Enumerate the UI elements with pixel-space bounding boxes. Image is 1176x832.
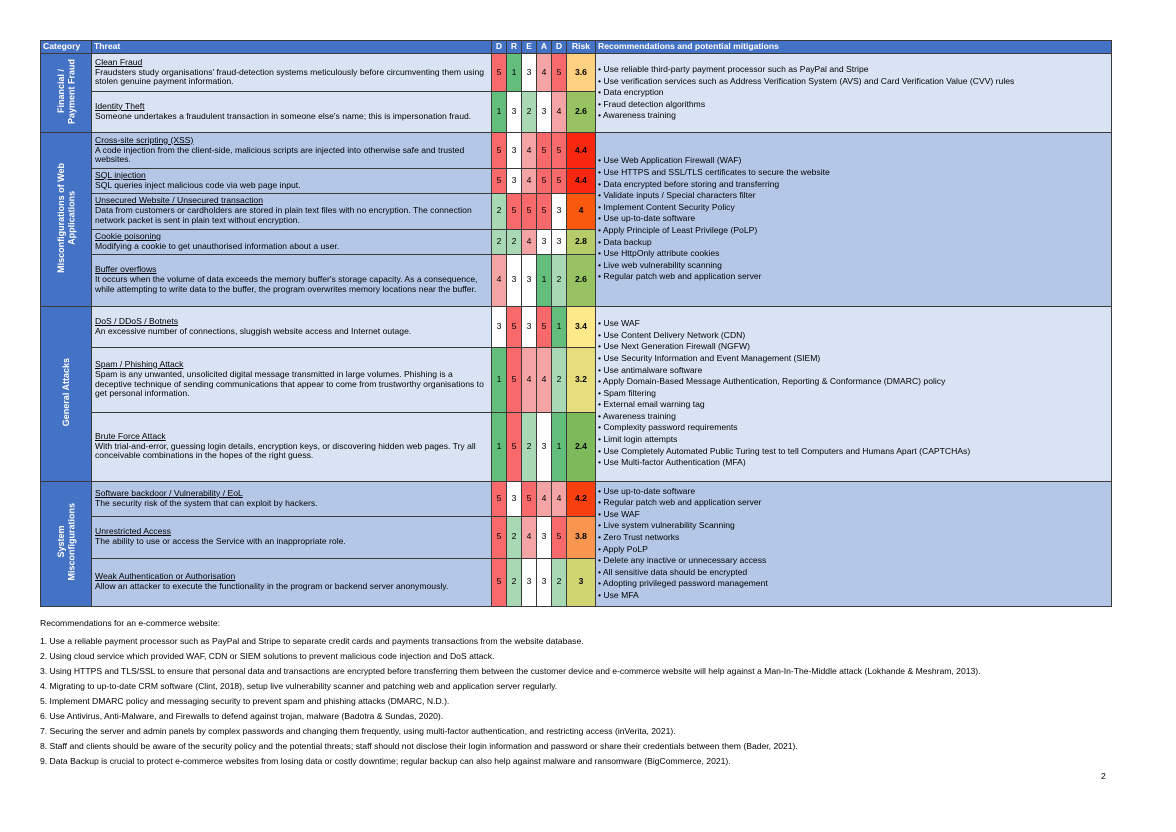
threat-cell <box>92 347 492 412</box>
score-discoverability: 2 <box>552 254 567 306</box>
score-reproducibility: 3 <box>507 133 522 169</box>
threat-description: Fraudsters study organisations' fraud-detection systems meticulously before circumventing them using stolen genuine payment information. <box>95 66 485 87</box>
score-discoverability: 2 <box>552 558 567 606</box>
recommendations-notes <box>40 618 1120 771</box>
score-exploitability: 3 <box>522 254 537 306</box>
score-damage: 5 <box>492 54 507 92</box>
recommendations-cell <box>596 481 1112 606</box>
score-affected-users: 3 <box>537 558 552 606</box>
header-damage: D <box>492 41 507 54</box>
header-reproducibility: R <box>507 41 522 54</box>
recommendation-item: • Data encryption <box>598 87 664 98</box>
recommendation-item: • Limit login attempts <box>598 434 678 445</box>
score-discoverability: 5 <box>552 169 567 194</box>
threat-name: Brute Force Attack <box>95 430 166 441</box>
recommendation-item: • Use Web Application Firewall (WAF) <box>598 155 742 166</box>
score-damage: 5 <box>492 558 507 606</box>
threat-cell <box>92 481 492 516</box>
recommendations-cell <box>596 54 1112 133</box>
note-item: 2. Using cloud service which provided WAF, CDN or SIEM solutions to prevent malicious code injection and DoS attack. <box>40 651 495 661</box>
recommendation-item: • Live web vulnerability scanning <box>598 259 722 270</box>
table-row <box>41 306 1112 347</box>
notes-intro: Recommendations for an e-commerce website: <box>40 618 221 628</box>
score-damage: 3 <box>492 306 507 347</box>
risk-score: 4.4 <box>567 169 596 194</box>
recommendation-item: • Use up-to-date software <box>598 213 696 224</box>
score-exploitability: 2 <box>522 412 537 481</box>
threat-description: Spam is any unwanted, unsolicited digital message transmitted in large volumes. Phishing is a deceptive technique of sending communications that appear to come from trustworthy organisations to get personal information. <box>95 368 484 399</box>
recommendation-item: • Use antimalware software <box>598 364 703 375</box>
score-exploitability: 3 <box>522 306 537 347</box>
score-discoverability: 1 <box>552 412 567 481</box>
recommendation-item: • Zero Trust networks <box>598 531 680 542</box>
header-recommendations: Recommendations and potential mitigations <box>596 41 1112 54</box>
score-reproducibility: 1 <box>507 54 522 92</box>
threat-cell <box>92 193 492 229</box>
threat-description: The security risk of the system that can exploit by hackers. <box>95 497 318 508</box>
recommendation-item: • Use Completely Automated Public Turing test to tell Computers and Humans Apart (CAPTCHAs) <box>598 445 971 456</box>
table-body <box>41 54 1112 607</box>
score-discoverability: 3 <box>552 193 567 229</box>
threat-name: Unrestricted Access <box>95 526 171 537</box>
risk-score: 3.4 <box>567 306 596 347</box>
threat-description: It occurs when the volume of data exceeds the memory buffer's storage capacity. As a consequence, while attempting to write data to the buffer, the program overwrites memory locations near the buffer. <box>95 274 478 294</box>
score-reproducibility: 2 <box>507 516 522 558</box>
threat-cell <box>92 169 492 194</box>
recommendation-item: • Live system vulnerability Scanning <box>598 520 735 531</box>
score-damage: 5 <box>492 133 507 169</box>
risk-score: 2.8 <box>567 229 596 254</box>
threat-name: Identity Theft <box>95 101 145 112</box>
score-reproducibility: 5 <box>507 347 522 412</box>
threat-description: Data from customers or cardholders are stored in plain text files with no encryption. The connection network packet is sent in plain text without encryption. <box>95 205 472 226</box>
score-exploitability: 3 <box>522 54 537 92</box>
note-item: 1. Use a reliable payment processor such as PayPal and Stripe to separate credit cards and payments transactions from the website database. <box>40 636 584 646</box>
recommendation-item: • Data encrypted before storing and transferring <box>598 178 780 189</box>
recommendation-item: • Complexity password requirements <box>598 422 738 433</box>
score-affected-users: 5 <box>537 193 552 229</box>
recommendation-item: • Delete any inactive or unnecessary access <box>598 555 767 566</box>
recommendation-item: • Fraud detection algorithms <box>598 98 706 109</box>
score-reproducibility: 3 <box>507 254 522 306</box>
header-category: Category <box>41 41 92 54</box>
note-item: 5. Implement DMARC policy and messaging security to prevent spam and phishing attacks (DMARC, N.D.). <box>40 696 450 706</box>
threat-name: Spam / Phishing Attack <box>95 358 184 369</box>
recommendation-item: • Use HttpOnly attribute cookies <box>598 248 720 259</box>
score-affected-users: 4 <box>537 347 552 412</box>
score-damage: 2 <box>492 193 507 229</box>
threat-cell <box>92 412 492 481</box>
table-row <box>41 481 1112 516</box>
recommendation-item: • Awareness training <box>598 410 676 421</box>
threat-description: An excessive number of connections, sluggish website access and Internet outage. <box>95 325 412 336</box>
threat-cell <box>92 92 492 133</box>
score-discoverability: 1 <box>552 306 567 347</box>
score-reproducibility: 2 <box>507 558 522 606</box>
recommendation-item: • Validate inputs / Special characters filter <box>598 190 756 201</box>
score-discoverability: 2 <box>552 347 567 412</box>
table-row <box>41 133 1112 169</box>
recommendation-item: • Awareness training <box>598 110 676 121</box>
score-exploitability: 5 <box>522 193 537 229</box>
category-label: Financial / Payment Fraud <box>55 59 76 125</box>
recommendation-item: • Use WAF <box>598 508 640 519</box>
table-row <box>41 54 1112 92</box>
threat-name: Cross-site scripting (XSS) <box>95 134 194 145</box>
threat-name: SQL injection <box>95 170 146 180</box>
category-label: General Attacks <box>60 357 71 427</box>
recommendation-item: • Data backup <box>598 236 652 247</box>
recommendation-item: • Apply PoLP <box>598 543 648 554</box>
score-damage: 4 <box>492 254 507 306</box>
category-cell <box>41 306 92 481</box>
risk-score: 4 <box>567 193 596 229</box>
threat-description: Modifying a cookie to get unauthorised information about a user. <box>95 240 340 251</box>
threat-description: SQL queries inject malicious code via web page input. <box>95 179 301 190</box>
header-threat: Threat <box>92 41 492 54</box>
score-affected-users: 5 <box>537 169 552 194</box>
score-reproducibility: 5 <box>507 306 522 347</box>
risk-score: 3.6 <box>567 54 596 92</box>
score-discoverability: 3 <box>552 229 567 254</box>
score-discoverability: 4 <box>552 92 567 133</box>
score-exploitability: 4 <box>522 229 537 254</box>
header-discoverability: D <box>552 41 567 54</box>
category-cell <box>41 481 92 606</box>
header-exploitability: E <box>522 41 537 54</box>
recommendation-item: • Use WAF <box>598 318 640 329</box>
score-damage: 1 <box>492 412 507 481</box>
threat-name: DoS / DDoS / Botnets <box>95 315 179 326</box>
recommendation-item: • Use MFA <box>598 589 639 600</box>
score-affected-users: 4 <box>537 54 552 92</box>
threat-description: A code injection from the client-side, malicious scripts are injected into otherwise safe and trusted websites. <box>95 144 465 165</box>
recommendation-item: • Use Security Information and Event Management (SIEM) <box>598 352 821 363</box>
score-exploitability: 3 <box>522 558 537 606</box>
threat-name: Clean Fraud <box>95 56 143 67</box>
threat-cell <box>92 558 492 606</box>
score-exploitability: 4 <box>522 133 537 169</box>
recommendation-item: • Adopting privileged password management <box>598 578 768 589</box>
category-cell <box>41 133 92 307</box>
score-exploitability: 4 <box>522 516 537 558</box>
threat-name: Weak Authentication or Authorisation <box>95 571 236 582</box>
score-exploitability: 2 <box>522 92 537 133</box>
risk-score: 3 <box>567 558 596 606</box>
risk-score: 4.2 <box>567 481 596 516</box>
score-damage: 5 <box>492 481 507 516</box>
score-damage: 1 <box>492 347 507 412</box>
note-item: 8. Staff and clients should be aware of the security policy and the potential threats; staff should not disclose their login information and password or share their credentials between them (Bader, 2021). <box>40 741 798 751</box>
score-affected-users: 5 <box>537 133 552 169</box>
note-item: 7. Securing the server and admin panels by complex passwords and changing them frequently, using multi-factor authentication, and restricting access (inVerita, 2021). <box>40 726 676 736</box>
score-exploitability: 5 <box>522 481 537 516</box>
threat-name: Unsecured Website / Unsecured transaction <box>95 195 263 206</box>
threat-description: The ability to use or access the Service with an inappropriate role. <box>95 536 346 546</box>
recommendation-item: • All sensitive data should be encrypted <box>598 566 748 577</box>
recommendation-item: • Use Next Generation Firewall (NGFW) <box>598 341 750 352</box>
score-affected-users: 5 <box>537 306 552 347</box>
threat-description: Someone undertakes a fraudulent transaction in someone else's name; this is impersonation fraud. <box>95 111 472 121</box>
score-damage: 2 <box>492 229 507 254</box>
score-reproducibility: 3 <box>507 92 522 133</box>
recommendation-item: • Implement Content Security Policy <box>598 201 735 212</box>
recommendation-item: • Regular patch web and application server <box>598 271 762 282</box>
score-affected-users: 1 <box>537 254 552 306</box>
recommendations-cell <box>596 133 1112 307</box>
score-discoverability: 5 <box>552 133 567 169</box>
score-exploitability: 4 <box>522 347 537 412</box>
risk-score: 3.8 <box>567 516 596 558</box>
score-discoverability: 4 <box>552 481 567 516</box>
recommendation-item: • Use Content Delivery Network (CDN) <box>598 329 746 340</box>
recommendation-item: • Use verification services such as Address Verification System (AVS) and Card Verification Value (CVV) rules <box>598 75 1015 86</box>
score-affected-users: 3 <box>537 229 552 254</box>
table-header-row <box>41 41 1112 54</box>
note-item: 6. Use Antivirus, Anti-Malware, and Firewalls to defend against trojan, malware (Badotra & Sundas, 2020). <box>40 711 444 721</box>
score-affected-users: 3 <box>537 516 552 558</box>
recommendation-item: • Apply Domain-Based Message Authentication, Reporting & Conformance (DMARC) policy <box>598 376 946 387</box>
threat-description: With trial-and-error, guessing login details, encryption keys, or discovering hidden web pages. Try all conceivable combinations in the hopes of the right guess. <box>95 440 476 461</box>
score-reproducibility: 3 <box>507 169 522 194</box>
score-damage: 5 <box>492 169 507 194</box>
threat-name: Buffer overflows <box>95 264 157 275</box>
risk-score: 2.6 <box>567 254 596 306</box>
score-damage: 5 <box>492 516 507 558</box>
header-affected-users: A <box>537 41 552 54</box>
score-affected-users: 4 <box>537 481 552 516</box>
category-label: System Misconfigurations <box>55 503 76 581</box>
category-label: Misconfigurations of Web Applications <box>55 162 76 273</box>
risk-score: 3.2 <box>567 347 596 412</box>
recommendation-item: • Regular patch web and application server <box>598 497 762 508</box>
recommendation-item: • Spam filtering <box>598 387 656 398</box>
score-reproducibility: 5 <box>507 193 522 229</box>
threat-cell <box>92 133 492 169</box>
score-reproducibility: 5 <box>507 412 522 481</box>
header-risk: Risk <box>567 41 596 54</box>
recommendations-cell <box>596 306 1112 481</box>
notes-list <box>40 636 1120 766</box>
score-damage: 1 <box>492 92 507 133</box>
score-affected-users: 3 <box>537 92 552 133</box>
recommendation-item: • Use up-to-date software <box>598 485 696 496</box>
score-affected-users: 3 <box>537 412 552 481</box>
threat-cell <box>92 516 492 558</box>
page-number: 2 <box>1101 771 1106 781</box>
score-discoverability: 5 <box>552 516 567 558</box>
recommendation-item: • External email warning tag <box>598 399 705 410</box>
category-cell <box>41 54 92 133</box>
threat-name: Cookie poisoning <box>95 230 161 241</box>
threat-cell <box>92 306 492 347</box>
risk-score: 4.4 <box>567 133 596 169</box>
threat-description: Allow an attacker to execute the functionality in the program or backend server anonymously. <box>95 581 449 591</box>
risk-assessment-table <box>40 40 1112 607</box>
recommendation-item: • Use HTTPS and SSL/TLS certificates to secure the website <box>598 167 830 178</box>
score-reproducibility: 3 <box>507 481 522 516</box>
recommendation-item: • Use reliable third-party payment processor such as PayPal and Stripe <box>598 64 869 75</box>
note-item: 4. Migrating to up-to-date CRM software (Clint, 2018), setup live vulnerability scanner and patching web and application server regularly. <box>40 681 558 691</box>
score-exploitability: 4 <box>522 169 537 194</box>
recommendation-item: • Use Multi-factor Authentication (MFA) <box>598 457 746 468</box>
score-discoverability: 5 <box>552 54 567 92</box>
threat-cell <box>92 54 492 92</box>
threat-cell <box>92 229 492 254</box>
note-item: 3. Using HTTPS and TLS/SSL to ensure that personal data and transactions are encrypted before transferring them between the customer device and e-commerce website will help against a Man-In-The-Middle attack (Lokhande & Meshram, 2013). <box>40 666 981 676</box>
recommendation-item: • Apply Principle of Least Privilege (PoLP) <box>598 225 758 236</box>
risk-score: 2.4 <box>567 412 596 481</box>
score-reproducibility: 2 <box>507 229 522 254</box>
threat-name: Software backdoor / Vulnerability / EoL <box>95 487 243 498</box>
threat-cell <box>92 254 492 306</box>
note-item: 9. Data Backup is crucial to protect e-commerce websites from losing data or costly downtime; regular backup can also help against malware and ransomware (BigCommerce, 2021). <box>40 756 731 766</box>
risk-score: 2.6 <box>567 92 596 133</box>
